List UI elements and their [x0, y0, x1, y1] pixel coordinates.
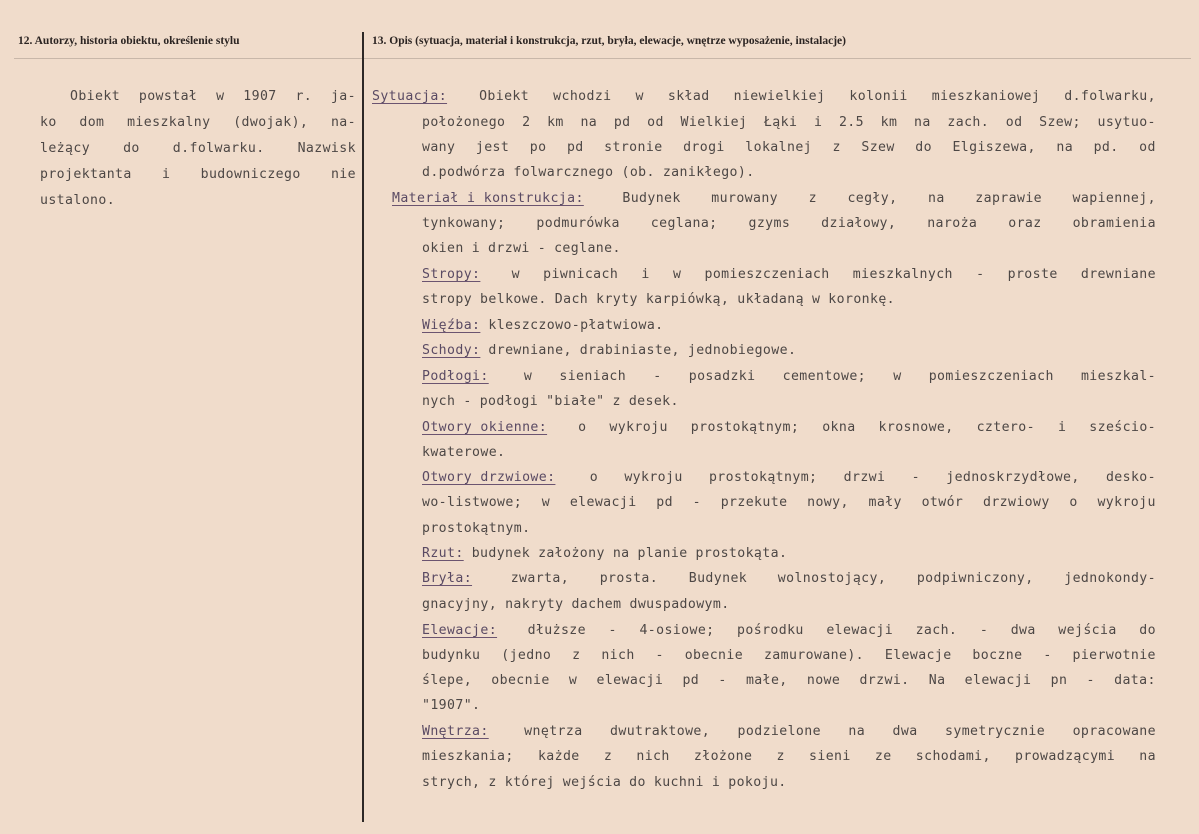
- section-label: Stropy:: [422, 267, 481, 282]
- section-label: Więźba:: [422, 318, 481, 333]
- text-line: Schody: drewniane, drabiniaste, jednobiegowe.: [422, 338, 1156, 364]
- text-line: położonego 2 km na pd od Wielkiej Łąki i 2.5 km na zach. od Szew; usytuo-: [422, 115, 1156, 130]
- text-line: "1907".: [422, 698, 481, 713]
- text-line: Podłogi: w sieniach - posadzki cementowe; w pomieszczeniach mieszkal-: [422, 364, 1156, 390]
- text-line: strych, z której wejścia do kuchni i pokoju.: [422, 775, 787, 790]
- text-line: Stropy: w piwnicach i w pomieszczeniach mieszkalnych - proste drewniane: [422, 262, 1156, 288]
- section-label: Otwory okienne:: [422, 420, 548, 435]
- text-line: Elewacje: dłuższe - 4-osiowe; pośrodku elewacji zach. - dwa wejścia do: [422, 618, 1156, 644]
- text-line: Rzut: budynek założony na planie prostokąta.: [422, 541, 1156, 567]
- authors-history-text: [40, 84, 356, 214]
- text-line: mieszkania; każde z nich złożone z sieni ze schodami, prowadzącymi na: [422, 749, 1156, 764]
- section-label: Sytuacja:: [372, 89, 448, 104]
- text-line: projektanta i budowniczego nie: [40, 167, 356, 182]
- text-line: okien i drzwi - ceglane.: [422, 241, 621, 256]
- text-line: nych - podłogi "białe" z desek.: [422, 394, 679, 409]
- section-label: Schody:: [422, 343, 481, 358]
- text-line: Bryła: zwarta, prosta. Budynek wolnostojący, podpiwniczony, jednokondy-: [422, 566, 1156, 592]
- section-label: Wnętrza:: [422, 724, 489, 739]
- text-line: d.podwórza folwarcznego (ob. zanikłego).: [422, 165, 755, 180]
- text-line: Więźba: kleszczowo-płatwiowa.: [422, 313, 1156, 339]
- text-line: stropy belkowe. Dach kryty karpiówką, układaną w koronkę.: [422, 292, 896, 307]
- column-divider: [362, 32, 364, 822]
- text-line: wany jest po pd stronie drogi lokalnej z Szew do Elgiszewa, na pd. od: [422, 140, 1156, 155]
- text-line: budynku (jedno z nich - obecnie zamurowane). Elewacje boczne - pierwotnie: [422, 648, 1156, 663]
- text-line: Sytuacja: Obiekt wchodzi w skład niewielkiej kolonii mieszkaniowej d.folwarku,: [372, 84, 1156, 110]
- text-line: ślepe, obecnie w elewacji pd - małe, nowe drzwi. Na elewacji pn - data:: [422, 673, 1156, 688]
- section-label: Rzut:: [422, 546, 464, 561]
- text-line: kwaterowe.: [422, 445, 506, 460]
- text-line: wo-listwowe; w elewacji pd - przekute nowy, mały otwór drzwiowy o wykroju: [422, 495, 1156, 510]
- text-line: prostokątnym.: [422, 521, 531, 536]
- text-line: Obiekt powstał w 1907 r. ja-: [70, 89, 356, 104]
- text-line: Wnętrza: wnętrza dwutraktowe, podzielone na dwa symetrycznie opracowane: [422, 719, 1156, 745]
- section-label: Otwory drzwiowe:: [422, 470, 556, 485]
- section-label: Elewacje:: [422, 623, 498, 638]
- text-line: ko dom mieszkalny (dwojak), na-: [40, 115, 356, 130]
- section-13-heading: 13. Opis (sytuacja, materiał i konstrukcja, rzut, bryła, elewacje, wnętrze wyposażenie, instalacje): [372, 35, 846, 47]
- section-label: Materiał i konstrukcja:: [392, 191, 584, 206]
- text-line: Materiał i konstrukcja: Budynek murowany z cegły, na zaprawie wapiennej,: [392, 186, 1156, 212]
- text-line: gnacyjny, nakryty dachem dwuspadowym.: [422, 597, 730, 612]
- text-line: Otwory drzwiowe: o wykroju prostokątnym; drzwi - jednoskrzydłowe, desko-: [422, 465, 1156, 491]
- section-12-heading: 12. Autorzy, historia obiektu, określenie stylu: [18, 35, 240, 47]
- text-line: tynkowany; podmurówka ceglana; gzyms działowy, naroża oraz obramienia: [422, 216, 1156, 231]
- header-rule: [14, 58, 1191, 59]
- text-line: leżący do d.folwarku. Nazwisk: [40, 141, 356, 156]
- text-line: Otwory okienne: o wykroju prostokątnym; okna krosnowe, cztero- i sześcio-: [422, 415, 1156, 441]
- section-label: Podłogi:: [422, 369, 489, 384]
- text-line: ustalono.: [40, 193, 116, 208]
- section-label: Bryła:: [422, 571, 473, 586]
